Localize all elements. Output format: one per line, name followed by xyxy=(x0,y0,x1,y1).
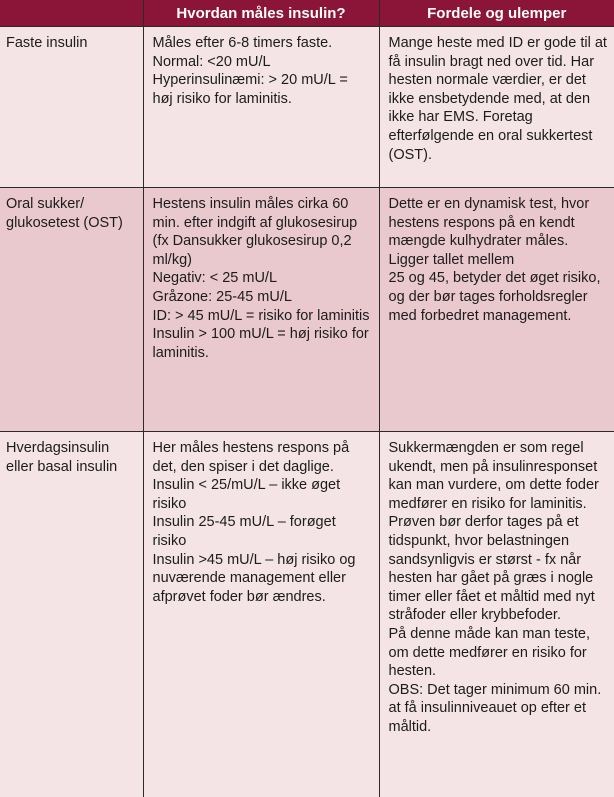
method-line: ID: > 45 mU/L = risiko for laminitis xyxy=(153,307,371,326)
pros-cons-line: Mange heste med ID er gode til at få insulin bragt ned over tid. Har hesten normale værdier, er det ikke ensbetydende med, at den ikke har EMS. Foretag efterfølgende en oral sukkertest (OST). xyxy=(389,34,611,164)
pros-cons-line: Sukkermængden er som regel ukendt, men på insulinresponset kan man vurdere, om dette foder medfører en risiko for laminitis. Prøven bør derfor tages på et tidspunkt, hvor belastningen sandsynligvis er størst - fx når hesten har gået på græs i nogle timer eller fået et måltid med nyt stråfoder eller krybbefoder. xyxy=(389,439,611,625)
table-row-ost xyxy=(0,188,614,432)
header-row xyxy=(0,0,614,27)
pros-cons-cell xyxy=(379,432,614,797)
test-name-cell xyxy=(0,188,143,432)
header-method-column: Hvordan måles insulin? xyxy=(143,0,379,27)
test-name-cell xyxy=(0,27,143,188)
test-name: Faste insulin xyxy=(6,34,135,53)
test-name: Oral sukker/ glukosetest (OST) xyxy=(6,195,135,232)
method-line: Hestens insulin måles cirka 60 min. efter indgift af glukosesirup (fx Dansukker glukosesirup 0,2 ml/kg) xyxy=(153,195,371,269)
method-line: Hyperinsulinæmi: > 20 mU/L = høj risiko for laminitis. xyxy=(153,71,371,108)
method-line: Normal: <20 mU/L xyxy=(153,53,371,72)
pros-cons-line: Dette er en dynamisk test, hvor hestens respons på en kendt mængde kulhydrater måles. xyxy=(389,195,611,251)
method-line: Insulin > 100 mU/L = høj risiko for laminitis. xyxy=(153,325,371,362)
table-row-fasting xyxy=(0,27,614,188)
method-cell xyxy=(143,432,379,797)
test-name-cell xyxy=(0,432,143,797)
method-line: Gråzone: 25-45 mU/L xyxy=(153,288,371,307)
test-name: Hverdagsinsulin eller basal insulin xyxy=(6,439,135,476)
pros-cons-line: Ligger tallet mellem xyxy=(389,251,611,270)
pros-cons-line: 25 og 45, betyder det øget risiko, og der bør tages forholdsregler med forbedret management. xyxy=(389,269,611,325)
method-line: Insulin 25-45 mU/L – forøget risiko xyxy=(153,513,371,550)
pros-cons-cell xyxy=(379,188,614,432)
method-line: Her måles hestens respons på det, den spiser i det daglige. xyxy=(153,439,371,476)
pros-cons-line: OBS: Det tager minimum 60 min. at få insulinniveauet op efter et måltid. xyxy=(389,681,611,737)
method-line: Måles efter 6-8 timers faste. xyxy=(153,34,371,53)
header-test-column xyxy=(0,0,143,27)
method-cell xyxy=(143,27,379,188)
method-line: Insulin >45 mU/L – høj risiko og nuværende management eller afprøvet foder bør ændres. xyxy=(153,551,371,607)
header-pros-cons-column: Fordele og ulemper xyxy=(379,0,614,27)
method-cell xyxy=(143,188,379,432)
table-row-everyday xyxy=(0,432,614,797)
method-line: Insulin < 25/mU/L – ikke øget risiko xyxy=(153,476,371,513)
method-line: Negativ: < 25 mU/L xyxy=(153,269,371,288)
pros-cons-cell xyxy=(379,27,614,188)
pros-cons-line: På denne måde kan man teste, om dette medfører en risiko for hesten. xyxy=(389,625,611,681)
